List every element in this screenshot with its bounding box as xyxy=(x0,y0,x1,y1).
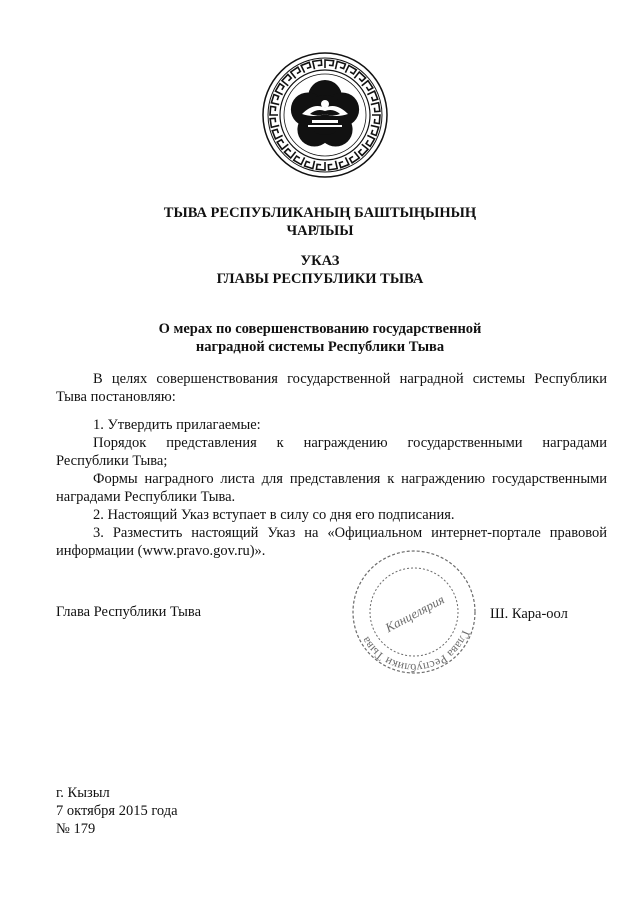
body-line-4: Порядок представления к награждению государственными наградами xyxy=(93,435,607,451)
body-line-9: 3. Разместить настоящий Указ на «Официальном интернет-портале правовой xyxy=(93,525,607,541)
signature-position: Глава Республики Тыва xyxy=(56,604,202,620)
stamp-outer-text: Глава Республики Тыва xyxy=(358,628,474,676)
signature-name: Ш. Кара-оол xyxy=(490,606,568,622)
body-line-1: В целях совершенствования государственной наградной системы Республики xyxy=(93,371,607,387)
footer-number: № 179 xyxy=(56,821,96,837)
subject-line2: наградной системы Республики Тыва xyxy=(195,339,445,355)
body-line-6: Формы наградного листа для представления к награждению государственными xyxy=(93,471,607,487)
body-line-2: Тыва постановляю: xyxy=(56,389,176,405)
body-line-10: информации (www.pravo.gov.ru)». xyxy=(56,543,266,559)
stamp-inner-text: Канцелярия xyxy=(382,591,447,636)
title-glavy: ГЛАВЫ РЕСПУБЛИКИ ТЫВА xyxy=(216,271,424,287)
body-line-7: наградами Республики Тыва. xyxy=(56,489,236,505)
footer-place: г. Кызыл xyxy=(56,785,110,801)
body-line-5: Республики Тыва; xyxy=(56,453,168,469)
official-seal-icon xyxy=(350,548,478,676)
body-line-8: 2. Настоящий Указ вступает в силу со дня его подписания. xyxy=(93,507,455,523)
coat-of-arms-emblem-icon xyxy=(262,52,388,178)
subject-line1: О мерах по совершенствованию государственной xyxy=(158,321,482,337)
footer-date: 7 октября 2015 года xyxy=(56,803,178,819)
title-tyva-line1: ТЫВА РЕСПУБЛИКАНЫҢ БАШТЫҢЫНЫҢ xyxy=(163,205,477,221)
title-ukaz: УКАЗ xyxy=(300,253,340,269)
title-tyva-line2: ЧАРЛЫЫ xyxy=(286,223,354,239)
body-line-3: 1. Утвердить прилагаемые: xyxy=(93,417,261,433)
